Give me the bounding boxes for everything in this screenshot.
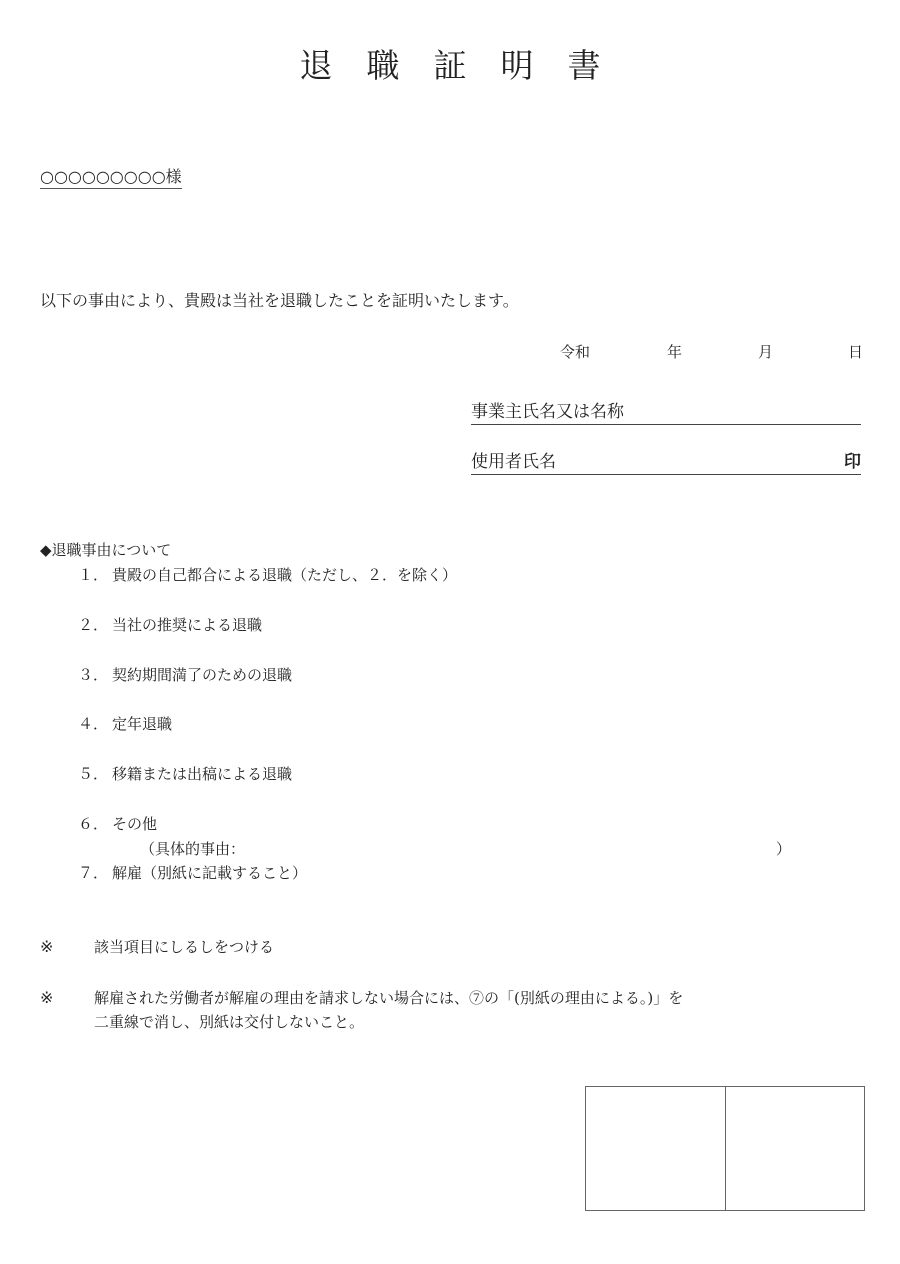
certification-statement: 以下の事由により、貴殿は当社を退職したことを証明いたします。 <box>40 291 519 310</box>
reason-item-3[interactable] <box>78 664 292 686</box>
reason-text: 解雇（別紙に記載すること） <box>112 864 308 882</box>
seal-mark: 印 <box>844 452 861 472</box>
reason-item-1[interactable] <box>78 564 457 586</box>
stamp-cell-left[interactable] <box>586 1087 725 1210</box>
other-detail-field[interactable]: （具体的事由： <box>140 840 246 858</box>
reason-text: 貴殿の自己都合による退職（ただし、２．を除く） <box>112 566 458 584</box>
era-label: 令和 <box>560 343 591 361</box>
addressee-field[interactable]: ○○○○○○○○○様 <box>40 166 182 189</box>
reason-item-7[interactable] <box>78 862 307 884</box>
document-title: 退職証明書 <box>299 46 635 85</box>
note-line: 二重線で消し、別紙は交付しないこと。 <box>94 1013 365 1031</box>
reason-item-2[interactable] <box>78 614 262 636</box>
employer-name-field[interactable] <box>471 400 861 425</box>
user-name-label: 使用者氏名 <box>471 452 556 472</box>
reason-text: 契約期間満了のための退職 <box>112 666 293 684</box>
day-label: 日 <box>848 343 864 361</box>
note-line: 該当項目にしるしをつける <box>94 938 275 956</box>
reason-text: 移籍または出稿による退職 <box>112 765 293 783</box>
month-label: 月 <box>758 343 774 361</box>
reason-item-6[interactable] <box>78 813 157 835</box>
stamp-cell-right[interactable] <box>725 1087 865 1210</box>
reason-text: その他 <box>112 815 158 833</box>
note-text-2 <box>94 986 683 1034</box>
reason-number: ２． <box>78 616 109 634</box>
note-line: 解雇された労働者が解雇の理由を請求しない場合には、⑦の「(別紙の理由による。)」を <box>94 989 684 1007</box>
reason-number: ７． <box>78 864 109 882</box>
reason-number: １． <box>78 566 109 584</box>
stamp-box <box>585 1086 865 1211</box>
user-name-field[interactable] <box>471 450 861 475</box>
reason-text: 定年退職 <box>112 715 173 733</box>
other-detail-close-paren: ） <box>776 840 792 858</box>
note-mark-2: ※ <box>40 988 54 1007</box>
reason-item-4[interactable] <box>78 713 172 735</box>
employer-name-label: 事業主氏名又は名称 <box>471 402 624 422</box>
year-label: 年 <box>667 343 683 361</box>
note-mark-1: ※ <box>40 937 54 956</box>
reason-number: ４． <box>78 715 109 733</box>
reason-number: ５． <box>78 765 109 783</box>
reason-item-5[interactable] <box>78 763 292 785</box>
reason-number: ３． <box>78 666 109 684</box>
reason-number: ６． <box>78 815 109 833</box>
reasons-heading: ◆退職事由について <box>40 541 172 559</box>
date-row <box>0 341 900 363</box>
reason-text: 当社の推奨による退職 <box>112 616 263 634</box>
note-text-1 <box>94 935 274 959</box>
